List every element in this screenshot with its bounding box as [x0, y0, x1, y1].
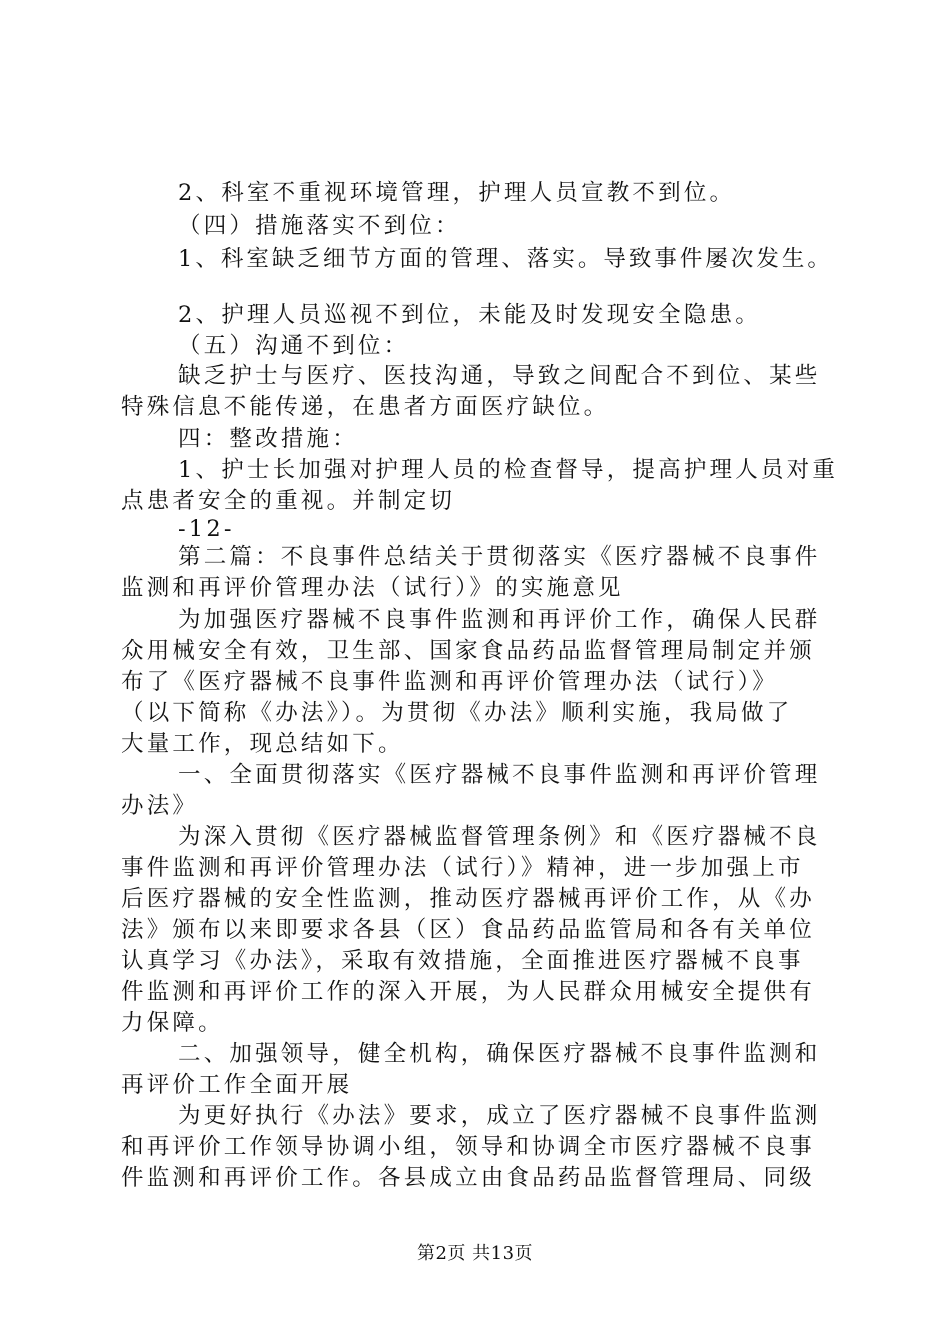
chapter-title: 监测和再评价管理办法（试行）》的实施意见 — [121, 575, 624, 601]
text-line: 1、科室缺乏细节方面的管理、落实。导致事件屡次发生。 — [178, 246, 833, 272]
section-heading: （五）沟通不到位： — [178, 333, 410, 359]
text-line: 法》颁布以来即要求各县（区）食品药品监管局和各有关单位 — [121, 917, 815, 943]
section-heading: 再评价工作全面开展 — [121, 1072, 353, 1098]
text-line: 认真学习《办法》，采取有效措施，全面推进医疗器械不良事 — [121, 948, 804, 974]
text-line: 后医疗器械的安全性监测，推动医疗器械再评价工作，从《办 — [121, 886, 815, 912]
section-heading: （四）措施落实不到位： — [178, 213, 461, 239]
text-line: 2、科室不重视环境管理，护理人员宣教不到位。 — [178, 180, 736, 206]
text-line: 为加强医疗器械不良事件监测和再评价工作，确保人民群 — [178, 607, 821, 633]
inline-page-marker: -12- — [178, 516, 235, 542]
text-line: 为深入贯彻《医疗器械监督管理条例》和《医疗器械不良 — [178, 824, 821, 850]
text-line: 众用械安全有效，卫生部、国家食品药品监督管理局制定并颁 — [121, 638, 815, 664]
chapter-title: 第二篇：不良事件总结关于贯彻落实《医疗器械不良事件 — [178, 544, 821, 570]
text-line: 布了《医疗器械不良事件监测和再评价管理办法（试行）》 — [121, 669, 778, 695]
text-line: 力保障。 — [121, 1010, 224, 1036]
text-line: 和再评价工作领导协调小组，领导和协调全市医疗器械不良事 — [121, 1134, 815, 1160]
page-number-footer: 第2页 共13页 — [416, 1243, 534, 1264]
text-line: 特殊信息不能传递，在患者方面医疗缺位。 — [121, 394, 610, 420]
text-line: 件监测和再评价工作。各县成立由食品药品监督管理局、同级 — [121, 1165, 815, 1191]
text-line: 2、护理人员巡视不到位，未能及时发现安全隐患。 — [178, 302, 761, 328]
text-line: 点患者安全的重视。并制定切 — [121, 488, 456, 514]
section-heading: 四：整改措施： — [178, 426, 358, 452]
text-line: （以下简称《办法》）。为贯彻《办法》顺利实施，我局做了 — [121, 700, 793, 726]
section-heading: 办法》 — [121, 793, 199, 819]
text-line: 缺乏护士与医疗、医技沟通，导致之间配合不到位、某些 — [178, 363, 821, 389]
section-heading: 二、加强领导，健全机构，确保医疗器械不良事件监测和 — [178, 1041, 821, 1067]
text-line: 事件监测和再评价管理办法（试行）》精神，进一步加强上市 — [121, 855, 804, 881]
text-line: 件监测和再评价工作的深入开展，为人民群众用械安全提供有 — [121, 979, 815, 1005]
text-line: 1、护士长加强对护理人员的检查督导，提高护理人员对重 — [178, 457, 839, 483]
section-heading: 一、全面贯彻落实《医疗器械不良事件监测和再评价管理 — [178, 762, 821, 788]
text-line: 为更好执行《办法》要求，成立了医疗器械不良事件监测 — [178, 1103, 821, 1129]
text-line: 大量工作，现总结如下。 — [121, 731, 404, 757]
